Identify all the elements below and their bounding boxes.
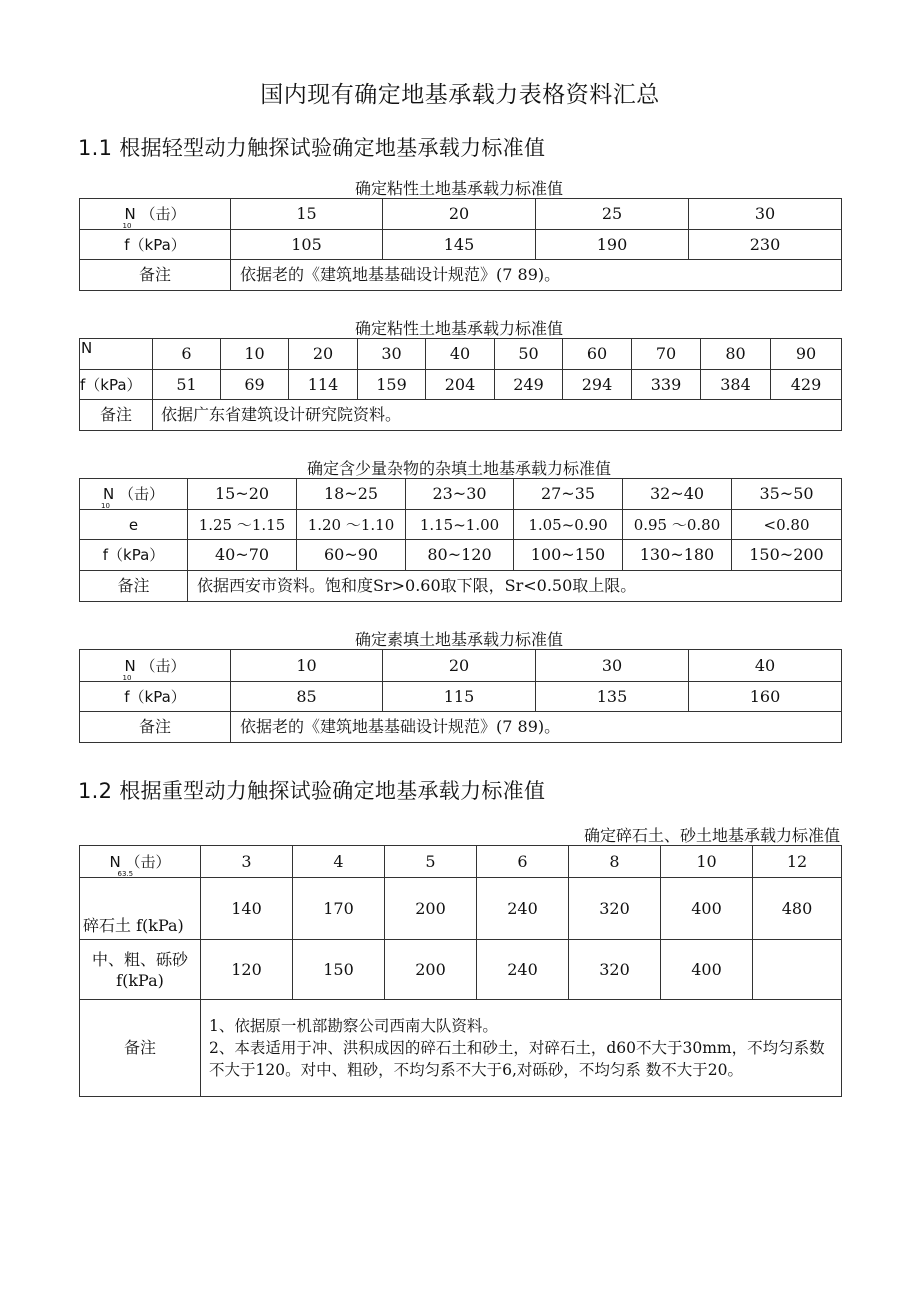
table-cell: 150	[293, 940, 385, 1000]
table-cell: 1.05~0.90	[514, 510, 623, 540]
table-cell: 320	[569, 878, 661, 940]
table4-note-label: 备注	[80, 712, 231, 743]
table-cell: 160	[689, 682, 842, 712]
table-cell: 1.20 ～1.10	[297, 510, 406, 540]
table1-n-label: N （击） 10	[80, 199, 231, 230]
table4-n-label: N （击） 10	[80, 650, 231, 682]
table-cell: 320	[569, 940, 661, 1000]
table-cell: 150~200	[732, 540, 842, 571]
table5-caption: 确定碎石土、砂土地基承载力标准值	[583, 826, 840, 845]
table-cell: 384	[701, 370, 771, 400]
table-cell: 20	[383, 199, 536, 230]
table-cell: 60~90	[297, 540, 406, 571]
table-cell: 114	[289, 370, 358, 400]
table-cell: 10	[231, 650, 383, 682]
table-cell: 40	[689, 650, 842, 682]
table-cell: 85	[231, 682, 383, 712]
table4	[79, 649, 842, 743]
table5	[79, 845, 842, 1097]
table3	[79, 478, 842, 602]
sand-label-line1: 中、粗、砾砂	[91, 949, 188, 969]
table3-n-row	[80, 479, 842, 510]
table-cell: 480	[753, 878, 842, 940]
table-cell: 30	[689, 199, 842, 230]
table-cell: 130~180	[623, 540, 732, 571]
table4-note: 依据老的《建筑地基基础设计规范》(7 89)。	[231, 712, 842, 743]
table-cell: 230	[689, 230, 842, 260]
table1-f-row	[80, 230, 842, 260]
table-cell: 1.15~1.00	[406, 510, 514, 540]
table4-note-row	[80, 712, 842, 743]
table-cell: 23~30	[406, 479, 514, 510]
table4-caption: 确定素填土地基承载力标准值	[354, 630, 563, 649]
table-cell: 240	[477, 878, 569, 940]
table-cell: 80	[701, 339, 771, 370]
table3-note-row	[80, 571, 842, 602]
table-cell: 80~120	[406, 540, 514, 571]
table-cell: 190	[536, 230, 689, 260]
table-cell: 30	[358, 339, 426, 370]
table2-n-label: N	[80, 339, 153, 370]
table-cell: 339	[632, 370, 701, 400]
table-cell: 10	[221, 339, 289, 370]
table2-note-label: 备注	[80, 400, 153, 431]
table3-n-label: N （击） 10	[80, 479, 188, 510]
table-cell: 429	[771, 370, 842, 400]
table2-caption: 确定粘性土地基承载力标准值	[354, 319, 563, 338]
table4-n-row	[80, 650, 842, 682]
table-cell: 1.25 ～1.15	[188, 510, 297, 540]
table-cell: 25	[536, 199, 689, 230]
table-cell: 50	[495, 339, 563, 370]
table2	[79, 338, 842, 431]
table5-sand-row	[80, 940, 842, 1000]
table-cell: 60	[563, 339, 632, 370]
table3-f-label: f（kPa）	[80, 540, 188, 571]
table1	[79, 198, 842, 291]
table-cell: 70	[632, 339, 701, 370]
table-cell: 15~20	[188, 479, 297, 510]
table5-sand-label	[80, 940, 201, 1000]
table-cell: 145	[383, 230, 536, 260]
table5-gravel-label: 碎石土 f(kPa)	[80, 878, 201, 940]
table-cell	[753, 940, 842, 1000]
table2-n-row	[80, 339, 842, 370]
table1-note-label: 备注	[80, 260, 231, 291]
table5-note-line1: 1、依据原一机部勘察公司西南大队资料。	[209, 1017, 498, 1035]
table-cell: 105	[231, 230, 383, 260]
table2-note: 依据广东省建筑设计研究院资料。	[153, 400, 842, 431]
table-cell: 35~50	[732, 479, 842, 510]
table-cell: 27~35	[514, 479, 623, 510]
table-cell: 240	[477, 940, 569, 1000]
table-cell: 140	[201, 878, 293, 940]
table5-note-label: 备注	[80, 1000, 201, 1097]
table-cell: 120	[201, 940, 293, 1000]
page-title: 国内现有确定地基承载力表格资料汇总	[260, 82, 660, 108]
table2-f-row	[80, 370, 842, 400]
table2-note-row	[80, 400, 842, 431]
table2-f-label: f（kPa）	[80, 370, 153, 400]
table3-f-row	[80, 540, 842, 571]
table-cell: <0.80	[732, 510, 842, 540]
table1-note-row	[80, 260, 842, 291]
table-cell: 12	[753, 846, 842, 878]
table5-n-label: N （击） 63.5	[80, 846, 201, 878]
table-cell: 4	[293, 846, 385, 878]
table4-f-label: f（kPa）	[80, 682, 231, 712]
table1-note: 依据老的《建筑地基基础设计规范》(7 89)。	[231, 260, 842, 291]
table-cell: 20	[383, 650, 536, 682]
table-cell: 10	[661, 846, 753, 878]
table-cell: 40	[426, 339, 495, 370]
table5-n-row	[80, 846, 842, 878]
table1-n-row	[80, 199, 842, 230]
table5-gravel-row	[80, 878, 842, 940]
table-cell: 159	[358, 370, 426, 400]
table1-caption: 确定粘性土地基承载力标准值	[354, 179, 563, 198]
table-cell: 20	[289, 339, 358, 370]
table3-note-label: 备注	[80, 571, 188, 602]
table1-f-label: f（kPa）	[80, 230, 231, 260]
table-cell: 115	[383, 682, 536, 712]
table-cell: 69	[221, 370, 289, 400]
table4-f-row	[80, 682, 842, 712]
table-cell: 3	[201, 846, 293, 878]
table-cell: 294	[563, 370, 632, 400]
table-cell: 18~25	[297, 479, 406, 510]
table-cell: 200	[385, 940, 477, 1000]
table3-e-row	[80, 510, 842, 540]
table-cell: 200	[385, 878, 477, 940]
table-cell: 400	[661, 940, 753, 1000]
table-cell: 6	[477, 846, 569, 878]
table3-note: 依据西安市资料。饱和度Sr>0.60取下限，Sr<0.50取上限。	[188, 571, 842, 602]
table-cell: 204	[426, 370, 495, 400]
sand-label-line2: f(kPa)	[116, 970, 164, 990]
table-cell: 6	[153, 339, 221, 370]
table-cell: 249	[495, 370, 563, 400]
table5-note-row	[80, 1000, 842, 1097]
table-cell: 32~40	[623, 479, 732, 510]
table-cell: 100~150	[514, 540, 623, 571]
table3-e-label: e	[80, 510, 188, 540]
section-heading-1: 1.1 根据轻型动力触探试验确定地基承载力标准值	[78, 136, 546, 160]
table-cell: 400	[661, 878, 753, 940]
table-cell: 8	[569, 846, 661, 878]
table-cell: 15	[231, 199, 383, 230]
table-cell: 40~70	[188, 540, 297, 571]
table-cell: 0.95 ～0.80	[623, 510, 732, 540]
table-cell: 30	[536, 650, 689, 682]
table5-note	[201, 1000, 842, 1097]
table-cell: 51	[153, 370, 221, 400]
table-cell: 90	[771, 339, 842, 370]
table3-caption: 确定含少量杂物的杂填土地基承载力标准值	[306, 459, 611, 478]
section-heading-2: 1.2 根据重型动力触探试验确定地基承载力标准值	[78, 779, 546, 803]
table-cell: 5	[385, 846, 477, 878]
table5-note-line2: 2、本表适用于冲、洪积成因的碎石土和砂土，对碎石土，d60不大于30mm，不均匀系数不大于120。对中、粗砂，不均匀系不大于6,对砾砂，不均匀系 数不大于20。	[209, 1039, 825, 1079]
table-cell: 170	[293, 878, 385, 940]
table-cell: 135	[536, 682, 689, 712]
